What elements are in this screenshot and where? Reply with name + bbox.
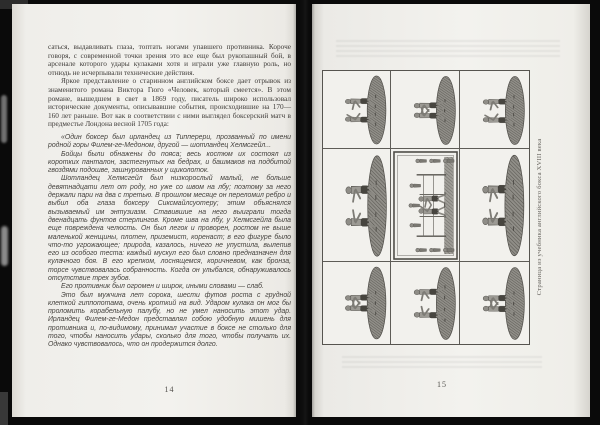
left-page [12, 4, 296, 417]
boxers-illustration [325, 73, 389, 147]
boxing-panel [460, 262, 529, 344]
paragraph: саться, выдавливать глаза, топтать ногами упавшего противника. Короче говоря, с современной точки зрения это все еще был рукопашный бой, в арсенале которого удары кулаками хотя и играли уже главную роль, но отнюдь не исчерпывали технические действия. [48, 42, 291, 77]
scan-artifact [1, 95, 7, 143]
page-number-left: 14 [164, 385, 175, 394]
boxers-illustration [393, 73, 458, 147]
boxers-illustration [325, 151, 389, 260]
right-page [312, 4, 590, 417]
boxing-panel [460, 149, 529, 262]
paragraph: «Один боксер был ирландец из Типперери, прозванный по имени родной горы Филем-ге-Медоном, другой — шотландец Хелмсгейл... [48, 133, 291, 150]
paragraph: Яркое представление о старинном английском боксе дает отрывок из знаменитого романа Виктора Гюго «Человек, который смеется». В этом романе, вышедшем в свет в 1869 году, писатель широко использовал исторические документы, описывавшие события, происходившие на 170—160 лет раньше. Вот как в соответствии с ними выглядел боксерский матч в предместье Лондона весной 1705 года: [48, 76, 291, 129]
boxers-illustration [462, 264, 527, 342]
boxing-panel [323, 71, 391, 149]
boxers-illustration [325, 264, 389, 342]
boxing-panel [391, 71, 460, 149]
boxers-illustration [393, 264, 458, 342]
scan-artifact [1, 226, 8, 266]
figure-caption: Страница из учебника английского бокса XVIII века [536, 138, 543, 296]
print-ghosting [336, 40, 560, 60]
paragraph: Шотландец Хелмсгейл был низкорослый малый, не больше девятнадцати лет от роду, но уже со швом на лбу; поэтому за него держали пари на два с третью. В прошлом месяце он переломил ребро и выбил оба глаза боксеру Сиксмайлсуотеру; этим объяснялся вызываемый им энтузиазм. Ставившие на него выиграли тогда двенадцать фунтов стерлингов. Кроме шва на лбу, у Хелмсгейла была еще повреждена челюсть. Он был легок и проворен, ростом не выше маленькой женщины, плотен, приземист, коренаст; в его фигуре было что-то угрожающее; природа, казалось, ничего не упустила, вылепив его из особого теста: каждый мускул его был словно предназначен для кулачного боя. В его крепком, лоснящемся, коричневом, как бронза, торсе чувствовалась собранность. Когда он улыбался, обнаруживалось отсутствие трех зубов. [48, 175, 291, 282]
boxing-ring-illustration [393, 151, 458, 260]
paragraph: Это был мужчина лет сорока, шести футов роста с грудной клеткой гиппопотама, очень кроткий на вид. Ударом кулака он мог бы проломить корабельную палубу, но не умел наносить этот удар. Ирландец Филем-ге-Медон представлял собою удобную мишень для противника и, по-видимому, принимал участие в боксе не столько для того, чтобы наносить удары, сколько для того, чтобы получать их. Однако чувствовалось, что он продержится долго. [48, 291, 291, 349]
boxing-panel [323, 262, 391, 344]
figure-boxing-grid [322, 70, 530, 345]
print-ghosting [342, 356, 542, 370]
boxers-illustration [462, 151, 527, 260]
page-number-right: 15 [437, 380, 447, 389]
ring-scene-panel [391, 149, 460, 262]
scan-artifact [0, 392, 8, 425]
boxing-panel [460, 71, 529, 149]
paragraph: Бойцы были обнажены до пояса; весь костюм их состоял из коротких панталон, застегнутых на бедрах, и башмаков на подбитой гвоздями подошве, зашнурованных у щиколоток. [48, 150, 291, 175]
paragraph: Его противник был огромен и широк, иными словами — слаб. [61, 283, 264, 291]
boxing-panel [323, 149, 391, 262]
page-text [48, 43, 291, 350]
boxers-illustration [462, 73, 527, 147]
page-gutter [293, 0, 315, 425]
boxing-panel [391, 262, 460, 344]
